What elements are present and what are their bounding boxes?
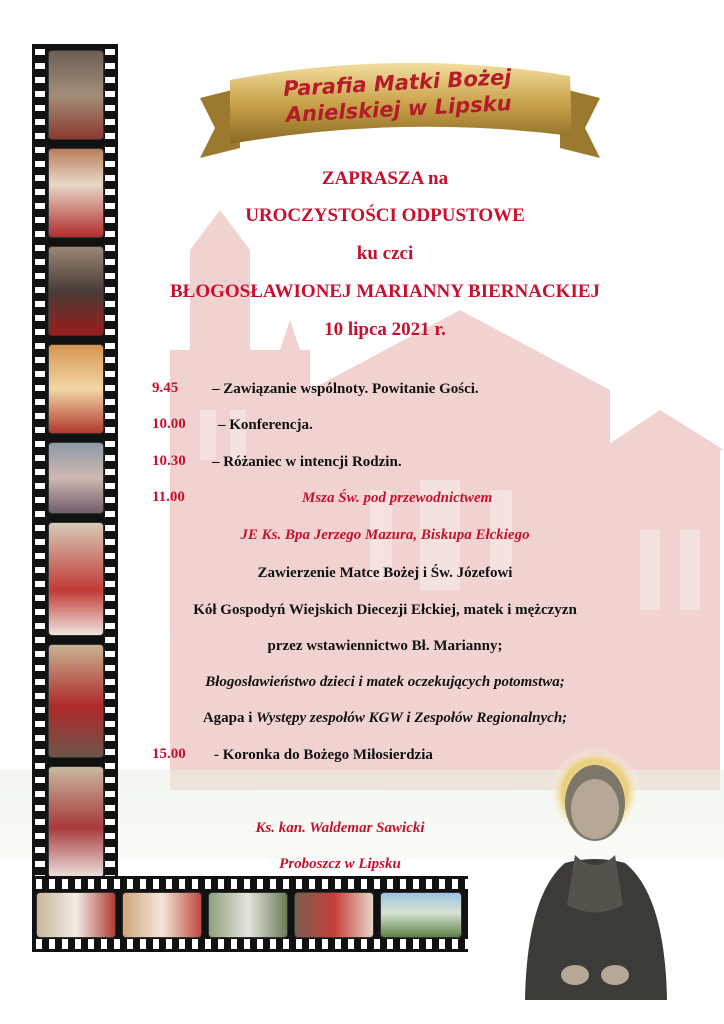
schedule-time-1: 9.45 [152,380,179,396]
film-sprockets-left [35,44,45,890]
mass-detail-line5-italic: Występy zespołów KGW i Zespołów Regionalnych; [256,710,568,726]
film-sprockets-top [32,879,468,889]
film-frame-choir [48,766,104,878]
film-frame-crowd [48,442,104,514]
film-frame-mass [48,644,104,758]
schedule-time-3: 10.30 [152,453,186,469]
film-frame-priest [48,246,104,336]
film-sprockets-bottom [32,939,468,949]
event-heading: UROCZYSTOŚCI ODPUSTOWE [245,205,525,226]
mass-detail-line4: Błogosławieństwo dzieci i matek oczekujących potomstwa; [205,674,565,690]
celebrant-line: JE Ks. Bpa Jerzego Mazura, Biskupa Ełckiego [240,527,530,543]
film-sprockets-right [105,44,115,890]
parish-name-line1: Parafia Matki Bożej [282,65,513,101]
mass-detail-line1: Zawierzenie Matce Bożej i Św. Józefowi [257,565,513,581]
schedule-text-5: - Koronka do Bożego Miłosierdzia [214,747,433,763]
schedule-time-2: 10.00 [152,416,186,432]
film-frame-group [122,892,202,938]
signature-name: Ks. kan. Waldemar Sawicki [255,820,425,836]
film-frame-blessing [294,892,374,938]
date-heading: 10 lipca 2021 r. [324,319,446,340]
invite-heading: ZAPRASZA na [321,168,449,189]
film-frame-park [380,892,462,938]
mass-detail-line2: Kół Gospodyń Wiejskich Diecezji Ełckiej, matek i mężczyzn [193,602,577,618]
schedule-text-3: – Różaniec w intencji Rodzin. [212,454,402,470]
honor-heading: ku czci [356,243,414,264]
film-frame-interior [48,344,104,434]
filmstrip-vertical [32,44,118,890]
blessed-name-heading: BŁOGOSŁAWIONEJ MARIANNY BIERNACKIEJ [169,281,601,302]
schedule-text-1: – Zawiązanie wspólnoty. Powitanie Gości. [212,381,479,397]
filmstrip-horizontal [32,876,468,952]
film-frame-portrait [48,50,104,140]
schedule-time-5: 15.00 [152,746,186,762]
schedule-text-2: – Konferencja. [218,417,313,433]
blessed-portrait-image [505,745,680,1000]
film-frame-altar [48,148,104,238]
schedule-time-4: 11.00 [152,489,185,505]
film-frame-gathering [36,892,116,938]
film-frame-outdoor [208,892,288,938]
mass-detail-line5 [130,710,640,727]
parish-name-line2: Anielskiej w Lipsku [285,91,513,127]
film-frame-procession [48,522,104,636]
mass-detail-line3: przez wstawiennictwo Bł. Marianny; [267,638,503,654]
signature-role: Proboszcz w Lipsku [279,856,401,872]
mass-detail-line5-prefix: Agapa i [202,710,257,726]
schedule-text-4: Msza Św. pod przewodnictwem [302,490,493,506]
